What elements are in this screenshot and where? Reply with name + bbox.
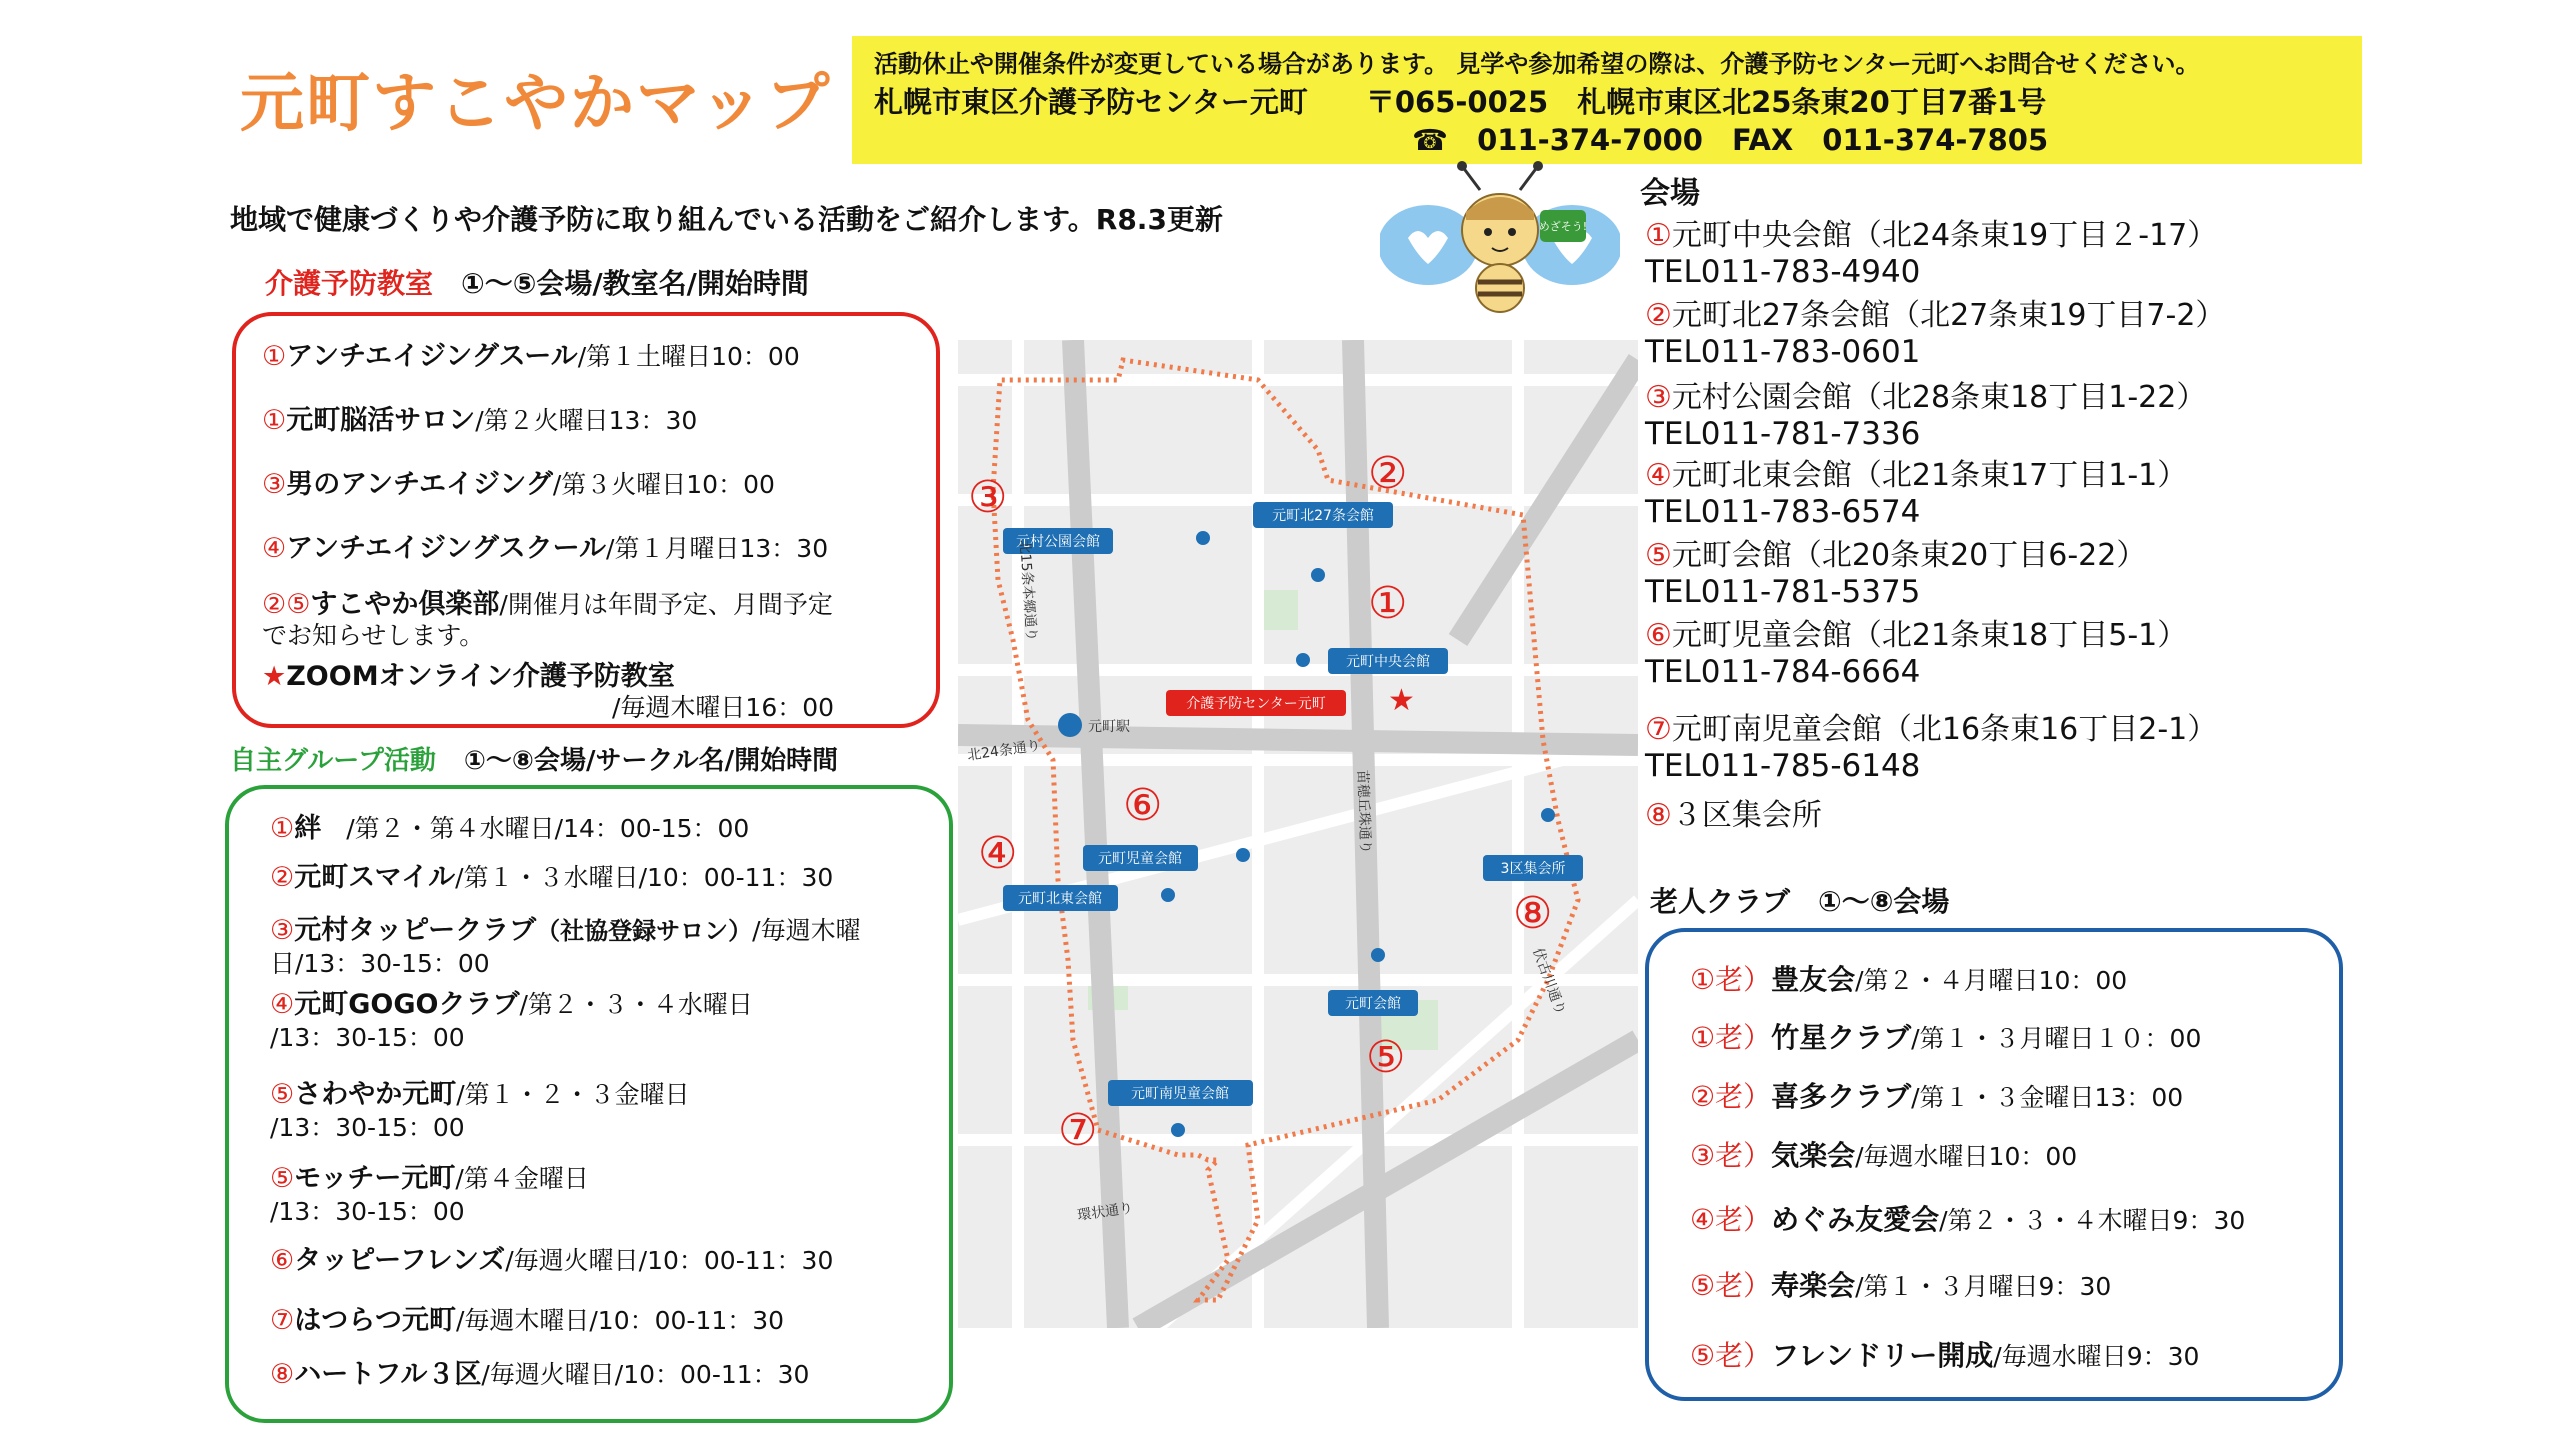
jishu-item-number: ⑤ [270, 1079, 295, 1110]
jishu-heading-sub: ①〜⑧会場/サークル名/開始時間 [463, 746, 839, 776]
jishu-item-detail: /13：30-15：00 [270, 1023, 465, 1052]
kaigo-item [262, 526, 828, 565]
map-label-chuo: 元町中央会館 [1346, 654, 1430, 670]
jishu-item [270, 908, 861, 947]
jishu-item-number: ① [270, 813, 295, 844]
venue-number: ② [1645, 298, 1672, 333]
bee-mascot-icon [1380, 160, 1620, 330]
kaigo-item-name: 男のアンチエイジング [286, 469, 553, 500]
rojin-item-name: めぐみ友愛会 [1771, 1203, 1940, 1236]
jishu-item-detail: /毎週木曜 [752, 916, 861, 945]
rojin-item-number: ①老） [1690, 1021, 1772, 1054]
rojin-item [1690, 1198, 2245, 1238]
kaigo-item [262, 462, 775, 501]
rojin-item-number: ⑤老） [1690, 1269, 1772, 1302]
jishu-item [270, 1352, 809, 1391]
jishu-item-name: 絆 [294, 813, 322, 844]
jishu-item [270, 1072, 690, 1111]
jishu-item [270, 1156, 589, 1195]
kaigo-heading [265, 262, 809, 302]
map-number-3: ③ [968, 472, 1008, 523]
rojin-item-name: 寿楽会 [1771, 1269, 1856, 1302]
rojin-item-number: ⑤老） [1690, 1339, 1772, 1372]
rojin-item [1690, 1134, 2077, 1174]
jishu-item-name: 元町GOGOクラブ [294, 989, 520, 1020]
venue-name [1645, 712, 2217, 747]
rojin-item-number: ②老） [1690, 1080, 1772, 1113]
kaigo-item-detail: /開催月は年間予定、月間予定 [499, 590, 833, 619]
jishu-item-name: さわやか元町 [294, 1079, 457, 1110]
map-label-kanjo: 環状通り [1076, 1200, 1135, 1224]
jishu-item-detail: /第２・３・４水曜日 [519, 990, 753, 1019]
jishu-item-detail: /第４金曜日 [455, 1164, 589, 1193]
venue-item [1645, 704, 2217, 784]
kaigo-item-number: ②⑤ [262, 589, 311, 620]
kaigo-item-detail: /第１月曜日13：30 [606, 534, 829, 563]
mascot-badge: めざそう! [1538, 220, 1588, 233]
jishu-item-detail: /毎週木曜日/10：00-11：30 [455, 1306, 785, 1335]
rojin-item-name: 喜多クラブ [1771, 1080, 1912, 1113]
venue-tel: TEL011-783-4940 [1645, 254, 1921, 290]
map-number-4: ④ [978, 828, 1018, 879]
jishu-item [270, 1192, 465, 1228]
rojin-item-name: 竹星クラブ [1771, 1021, 1912, 1054]
venue-name [1645, 538, 2146, 573]
jishu-item-number: ② [270, 862, 295, 893]
venue-tel: TEL011-784-6664 [1645, 654, 1921, 690]
area-map [958, 340, 1638, 1328]
kaigo-item-name: すこやか倶楽部 [310, 589, 500, 620]
venue-tel: TEL011-781-7336 [1645, 416, 1921, 452]
rojin-item-number: ④老） [1690, 1203, 1772, 1236]
jishu-item-detail: /第１・２・３金曜日 [456, 1080, 690, 1109]
notice-box [852, 36, 2362, 164]
venues-heading: 会場 [1640, 176, 1700, 211]
kaigo-heading-sub: ①〜⑤会場/教室名/開始時間 [461, 267, 809, 300]
jishu-item-detail: 日/13：30-15：00 [270, 949, 490, 978]
jishu-item-name: 元村タッピークラブ [294, 915, 537, 946]
jishu-item-name: はつらつ元町 [294, 1305, 456, 1336]
venue-number: ⑦ [1645, 712, 1672, 747]
rojin-item [1690, 1075, 2183, 1115]
kaigo-item-name: 元町脳活サロン [286, 405, 476, 436]
venue-item [1645, 450, 2187, 530]
jishu-item-number: ⑧ [270, 1359, 295, 1390]
rojin-item [1690, 1334, 2199, 1374]
notice-line-2: 札幌市東区介護予防センター元町 〒065-0025 札幌市東区北25条東20丁目7番1号 [874, 85, 2047, 119]
venue-name [1645, 218, 2217, 253]
rojin-item-detail: /第１・３月曜日9：30 [1855, 1272, 2112, 1301]
map-svg [958, 340, 1638, 1328]
venue-item [1645, 530, 2146, 610]
kaigo-item-detail: /第１土曜日10：00 [577, 342, 800, 371]
rojin-item [1690, 958, 2127, 998]
map-label-kita27: 元町北27条会館 [1272, 508, 1374, 524]
jishu-heading [230, 740, 838, 777]
jishu-item-detail: /毎週火曜日/10：00-11：30 [505, 1246, 834, 1275]
map-number-1: ① [1368, 578, 1408, 629]
notice-line-1: 活動休止や開催条件が変更している場合があります。 見学や参加希望の際は、介護予防センター元町へお問合せください。 [874, 50, 2200, 78]
jishu-item-name: 元町スマイル [294, 862, 456, 893]
venue-name [1645, 380, 2206, 415]
kaigo-item [262, 398, 697, 437]
venue-tel: TEL011-783-0601 [1645, 334, 1921, 370]
rojin-item-detail: /第２・４月曜日10：00 [1855, 966, 2128, 995]
jishu-item [270, 806, 749, 845]
venue-number: ③ [1645, 380, 1672, 415]
rojin-heading-title: 老人クラブ [1650, 885, 1791, 918]
map-number-7: ⑦ [1058, 1105, 1098, 1156]
kaigo-item-name: アンチエイジングスクール [286, 533, 607, 564]
venue-name [1645, 618, 2187, 653]
rojin-item-detail: /第２・３・４木曜日9：30 [1939, 1206, 2246, 1235]
kaigo-item-detail: でお知らせします。 [262, 621, 485, 650]
kaigo-item-name: ZOOMオンライン介護予防教室 [286, 661, 675, 692]
venue-name-text: 元町北27条会館（北27条東19丁目7-2） [1671, 298, 2226, 333]
kaigo-item-number: ① [262, 341, 287, 372]
kaigo-item-number: ① [262, 405, 287, 436]
venue-number: ⑧ [1645, 798, 1672, 833]
venue-number: ⑥ [1645, 618, 1672, 653]
map-label-kita24: 北24条通り [966, 737, 1042, 764]
venue-tel: TEL011-785-6148 [1645, 748, 1921, 784]
venue-number: ① [1645, 218, 1672, 253]
venue-item [1645, 372, 2206, 452]
jishu-item [270, 1018, 465, 1054]
map-label-motomura: 元村公園会館 [1016, 534, 1100, 550]
map-label-motomachi: 元町会館 [1345, 996, 1401, 1012]
kaigo-item-number: ★ [262, 661, 287, 692]
map-label-center: 介護予防センター元町 [1186, 696, 1326, 712]
map-number-5: ⑤ [1366, 1032, 1406, 1083]
kaigo-item [262, 616, 484, 652]
rojin-item [1690, 1016, 2201, 1056]
kaigo-item-number: ③ [262, 469, 287, 500]
venue-name [1645, 798, 1822, 833]
jishu-item-note: （社協登録サロン） [536, 917, 753, 945]
jishu-item [270, 982, 753, 1021]
rojin-item-detail: /毎週水曜日9：30 [1993, 1342, 2200, 1371]
rojin-heading-sub: ①〜⑧会場 [1818, 885, 1950, 918]
page-title: 元町すこやかマップ [240, 67, 832, 141]
venue-tel: TEL011-783-6574 [1645, 494, 1921, 530]
jishu-item [270, 1298, 784, 1337]
jishu-item-number: ⑥ [270, 1245, 295, 1276]
rojin-item-name: 気楽会 [1771, 1139, 1856, 1172]
venue-number: ④ [1645, 458, 1672, 493]
kaigo-item [612, 688, 834, 724]
jishu-item-detail: /第２・第４水曜日/14：00-15：00 [321, 814, 750, 843]
kaigo-item-detail: /第３火曜日10：00 [552, 470, 775, 499]
kaigo-item-detail: /第２火曜日13：30 [475, 406, 698, 435]
map-label-hokuto: 元町北東会館 [1018, 891, 1102, 907]
kaigo-item-number: ④ [262, 533, 287, 564]
venue-name-text: 元町北東会館（北21条東17丁目1-1） [1671, 458, 2188, 493]
jishu-item [270, 1108, 465, 1144]
kaigo-heading-title: 介護予防教室 [265, 267, 434, 300]
map-number-6: ⑥ [1123, 780, 1163, 831]
venue-name [1645, 458, 2187, 493]
jishu-item-detail: /13：30-15：00 [270, 1197, 465, 1226]
venue-item [1645, 790, 1822, 834]
jishu-item [270, 944, 490, 980]
kaigo-item [262, 334, 800, 373]
venue-item [1645, 290, 2225, 370]
venue-name-text: 元町南児童会館（北16条東16丁目2-1） [1671, 712, 2218, 747]
jishu-item-detail: /毎週火曜日/10：00-11：30 [481, 1360, 810, 1389]
jishu-item-detail: /第１・３水曜日/10：00-11：30 [455, 863, 834, 892]
map-label-jido: 元町児童会館 [1098, 851, 1182, 867]
kaigo-item-name: アンチエイジングスール [286, 341, 578, 372]
rojin-heading [1650, 880, 1949, 920]
rojin-item-detail: /第１・３月曜日１０：00 [1911, 1024, 2202, 1053]
jishu-item-detail: /13：30-15：00 [270, 1113, 465, 1142]
venue-name [1645, 298, 2225, 333]
jishu-heading-title: 自主グループ活動 [230, 746, 436, 776]
venue-item [1645, 610, 2187, 690]
venue-name-text: 元町中央会館（北24条東19丁目２-17） [1671, 218, 2218, 253]
rojin-item-name: フレンドリー開成 [1771, 1339, 1994, 1372]
venue-tel: TEL011-781-5375 [1645, 574, 1921, 610]
map-number-8: ⑧ [1513, 888, 1553, 939]
rojin-item-name: 豊友会 [1771, 963, 1856, 996]
map-label-3ku: 3区集会所 [1500, 861, 1566, 877]
jishu-item-number: ④ [270, 989, 295, 1020]
venue-number: ⑤ [1645, 538, 1672, 573]
intro-text: 地域で健康づくりや介護予防に取り組んでいる活動をご紹介します。R8.3更新 [230, 203, 1223, 236]
jishu-item-name: タッピーフレンズ [294, 1245, 506, 1276]
jishu-item-number: ⑤ [270, 1163, 295, 1194]
jishu-item-number: ③ [270, 915, 295, 946]
rojin-item-detail: /毎週水曜日10：00 [1855, 1142, 2078, 1171]
notice-line-3: ☎ 011-374-7000 FAX 011-374-7805 [1412, 123, 2049, 157]
venue-name-text: 元町児童会館（北21条東18丁目5-1） [1671, 618, 2188, 653]
jishu-item [270, 855, 833, 894]
jishu-item-name: ハートフル３区 [294, 1359, 482, 1390]
jishu-item [270, 1238, 833, 1277]
map-label-naebo: 苗穂丘珠通り [1354, 769, 1373, 855]
venue-name-text: ３区集会所 [1671, 798, 1822, 833]
venue-item [1645, 210, 2217, 290]
map-label-minami: 元町南児童会館 [1131, 1086, 1229, 1102]
map-label-hongo: 北15条本郷通り [1016, 539, 1040, 642]
rojin-item [1690, 1264, 2111, 1304]
rojin-item-number: ③老） [1690, 1139, 1772, 1172]
venue-name-text: 元町会館（北20条東20丁目6-22） [1671, 538, 2147, 573]
map-label-fushiko: 伏古川通り [1529, 945, 1569, 1018]
venue-name-text: 元村公園会館（北28条東18丁目1-22） [1671, 380, 2207, 415]
jishu-item-number: ⑦ [270, 1305, 295, 1336]
map-number-2: ② [1368, 448, 1408, 499]
rojin-item-detail: /第１・３金曜日13：00 [1911, 1083, 2184, 1112]
kaigo-item-detail: /毎週木曜日16：00 [612, 693, 835, 722]
map-label-station: 元町駅 [1088, 719, 1130, 735]
center-star-icon: ★ [1388, 683, 1415, 718]
rojin-item-number: ①老） [1690, 963, 1772, 996]
jishu-item-name: モッチー元町 [294, 1163, 456, 1194]
